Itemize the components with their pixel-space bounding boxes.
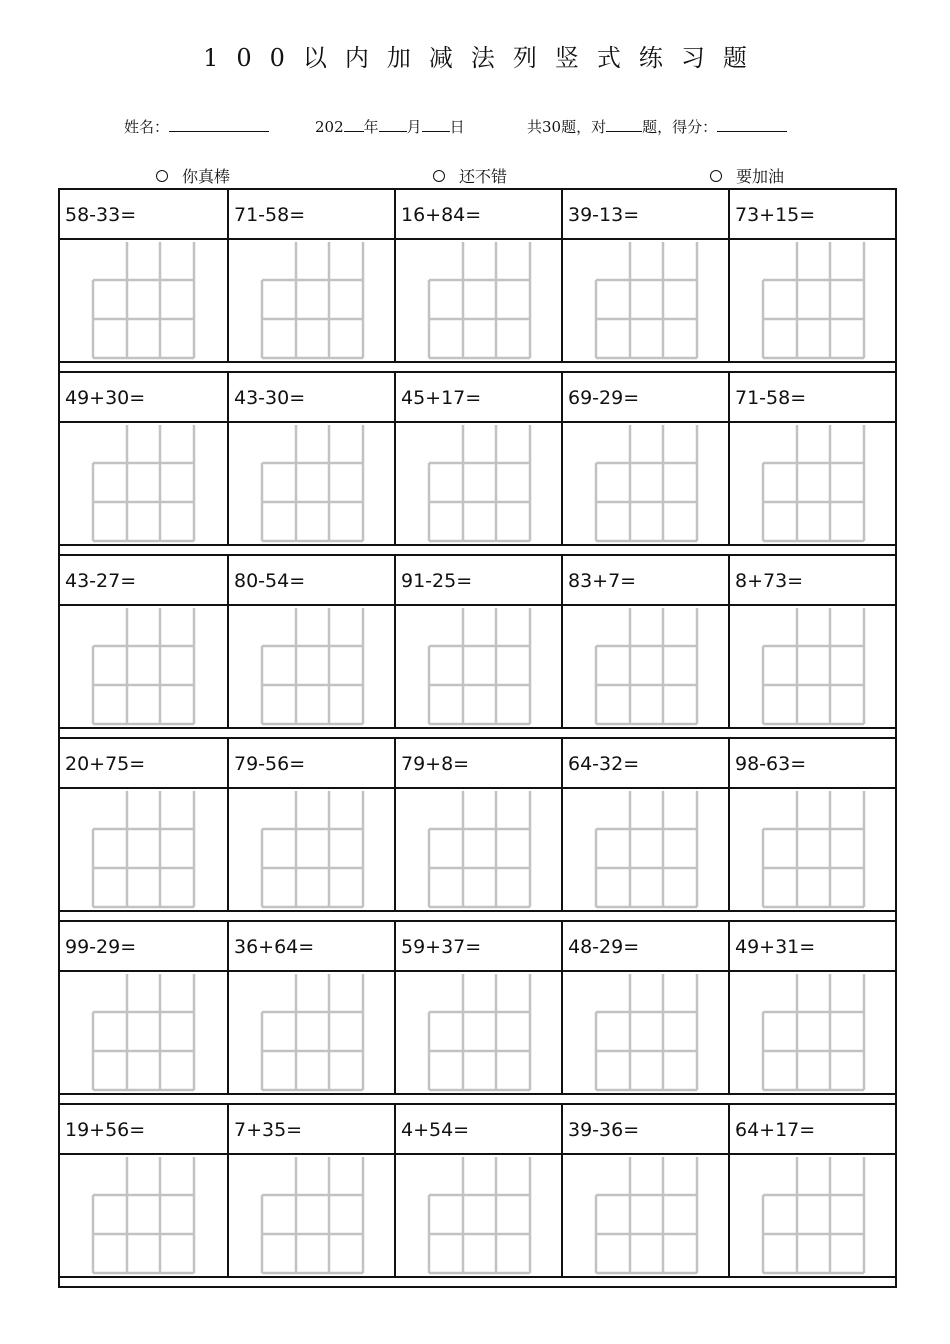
problem-expression: 69-29= (563, 373, 728, 423)
problem-expression: 79-56= (229, 739, 394, 789)
vertical-calc-area[interactable] (396, 972, 561, 1093)
calc-grid-lines (730, 972, 895, 1093)
vertical-calc-area[interactable] (229, 789, 394, 910)
calc-grid-lines (396, 789, 561, 910)
score-blank[interactable] (717, 117, 787, 132)
rating-option[interactable] (710, 164, 784, 187)
name-label: 姓名： (124, 118, 170, 136)
vertical-calc-area[interactable] (563, 1155, 728, 1276)
vertical-calc-area[interactable] (60, 606, 227, 727)
problem-cell (60, 556, 227, 727)
circle-icon[interactable] (156, 170, 168, 182)
problem-expression: 45+17= (396, 373, 561, 423)
vertical-calc-area[interactable] (60, 240, 227, 361)
problem-expression: 20+75= (60, 739, 227, 789)
page-title: 100以内加减法列竖式练习题 (203, 44, 765, 72)
problem-grid (58, 188, 897, 1288)
calc-grid-lines (229, 240, 394, 361)
row-separator (60, 544, 895, 556)
problem-cell (60, 739, 227, 910)
problem-cell (394, 1105, 561, 1276)
circle-icon[interactable] (433, 170, 445, 182)
problem-cell (227, 373, 394, 544)
row-separator (60, 910, 895, 922)
problem-cell (227, 190, 394, 361)
vertical-calc-area[interactable] (396, 1155, 561, 1276)
problem-cell (728, 373, 895, 544)
problem-cell (561, 190, 728, 361)
problem-cell (227, 556, 394, 727)
year-prefix: 202 (315, 118, 344, 136)
problem-cell (728, 739, 895, 910)
day-blank[interactable] (422, 117, 450, 132)
calc-grid-lines (730, 606, 895, 727)
problem-expression: 39-36= (563, 1105, 728, 1155)
calc-grid-lines (563, 972, 728, 1093)
vertical-calc-area[interactable] (229, 240, 394, 361)
row-separator (60, 1093, 895, 1105)
calc-grid-lines (563, 1155, 728, 1276)
problem-expression: 16+84= (396, 190, 561, 240)
vertical-calc-area[interactable] (396, 423, 561, 544)
problem-cell (227, 739, 394, 910)
problem-row (60, 373, 895, 556)
problem-cell (561, 556, 728, 727)
problem-expression: 83+7= (563, 556, 728, 606)
problem-cell (561, 739, 728, 910)
calc-grid-lines (60, 972, 225, 1093)
problem-row (60, 1105, 895, 1288)
correct-blank[interactable] (606, 117, 642, 132)
date-field[interactable] (315, 116, 465, 137)
problem-cell (394, 922, 561, 1093)
calc-grid-lines (563, 423, 728, 544)
vertical-calc-area[interactable] (730, 972, 895, 1093)
problem-cell (728, 190, 895, 361)
calc-grid-lines (396, 240, 561, 361)
calc-grid-lines (229, 1155, 394, 1276)
problem-cell (728, 1105, 895, 1276)
problem-expression: 64-32= (563, 739, 728, 789)
problem-expression: 4+54= (396, 1105, 561, 1155)
calc-grid-lines (563, 240, 728, 361)
month-label: 月 (406, 118, 422, 136)
problem-expression: 71-58= (229, 190, 394, 240)
problem-expression: 36+64= (229, 922, 394, 972)
vertical-calc-area[interactable] (60, 789, 227, 910)
problem-expression: 43-27= (60, 556, 227, 606)
problem-cell (728, 922, 895, 1093)
calc-grid-lines (396, 1155, 561, 1276)
problem-cell (561, 373, 728, 544)
calc-grid-lines (730, 1155, 895, 1276)
problem-row (60, 739, 895, 922)
problem-expression: 91-25= (396, 556, 561, 606)
problem-cell (227, 922, 394, 1093)
day-label: 日 (449, 118, 465, 136)
calc-grid-lines (60, 423, 225, 544)
vertical-calc-area[interactable] (396, 240, 561, 361)
problem-expression: 49+31= (730, 922, 895, 972)
problem-expression: 49+30= (60, 373, 227, 423)
month-blank[interactable] (379, 117, 407, 132)
correct-suffix: 题，得分： (642, 118, 718, 136)
vertical-calc-area[interactable] (563, 423, 728, 544)
row-separator (60, 1276, 895, 1288)
rating-label: 你真棒 (182, 167, 231, 186)
row-separator (60, 361, 895, 373)
score-field[interactable] (527, 116, 787, 137)
rating-label: 还不错 (459, 167, 508, 186)
problem-cell (394, 556, 561, 727)
problem-expression: 58-33= (60, 190, 227, 240)
row-separator (60, 727, 895, 739)
vertical-calc-area[interactable] (396, 606, 561, 727)
vertical-calc-area[interactable] (730, 240, 895, 361)
circle-icon[interactable] (710, 170, 722, 182)
problem-expression: 71-58= (730, 373, 895, 423)
problem-expression: 64+17= (730, 1105, 895, 1155)
problem-expression: 80-54= (229, 556, 394, 606)
vertical-calc-area[interactable] (60, 1155, 227, 1276)
problem-expression: 79+8= (396, 739, 561, 789)
problem-cell (394, 373, 561, 544)
vertical-calc-area[interactable] (730, 423, 895, 544)
vertical-calc-area[interactable] (229, 972, 394, 1093)
problem-expression: 8+73= (730, 556, 895, 606)
calc-grid-lines (229, 972, 394, 1093)
problem-cell (60, 373, 227, 544)
calc-grid-lines (396, 423, 561, 544)
vertical-calc-area[interactable] (229, 606, 394, 727)
vertical-calc-area[interactable] (229, 423, 394, 544)
vertical-calc-area[interactable] (396, 789, 561, 910)
year-blank[interactable] (344, 117, 364, 132)
calc-grid-lines (730, 423, 895, 544)
vertical-calc-area[interactable] (730, 606, 895, 727)
name-field[interactable] (124, 116, 269, 137)
name-blank[interactable] (169, 117, 269, 132)
problem-expression: 73+15= (730, 190, 895, 240)
problem-expression: 99-29= (60, 922, 227, 972)
calc-grid-lines (229, 789, 394, 910)
rating-label: 要加油 (736, 167, 785, 186)
vertical-calc-area[interactable] (730, 1155, 895, 1276)
vertical-calc-area[interactable] (60, 972, 227, 1093)
calc-grid-lines (229, 606, 394, 727)
problem-cell (394, 190, 561, 361)
rating-option[interactable] (156, 164, 230, 187)
problem-cell (561, 922, 728, 1093)
calc-grid-lines (229, 423, 394, 544)
calc-grid-lines (60, 1155, 225, 1276)
problem-expression: 19+56= (60, 1105, 227, 1155)
problem-row (60, 190, 895, 373)
problem-cell (227, 1105, 394, 1276)
vertical-calc-area[interactable] (563, 606, 728, 727)
year-label: 年 (363, 118, 379, 136)
problem-cell (728, 556, 895, 727)
calc-grid-lines (60, 789, 225, 910)
calc-grid-lines (396, 972, 561, 1093)
problem-cell (60, 1105, 227, 1276)
problem-expression: 43-30= (229, 373, 394, 423)
problem-expression: 7+35= (229, 1105, 394, 1155)
problem-cell (394, 739, 561, 910)
calc-grid-lines (60, 240, 225, 361)
problem-cell (60, 190, 227, 361)
problem-row (60, 556, 895, 739)
vertical-calc-area[interactable] (730, 789, 895, 910)
problem-expression: 98-63= (730, 739, 895, 789)
vertical-calc-area[interactable] (563, 240, 728, 361)
total-label: 共30题，对 (527, 118, 607, 136)
problem-expression: 48-29= (563, 922, 728, 972)
problem-expression: 59+37= (396, 922, 561, 972)
problem-expression: 39-13= (563, 190, 728, 240)
vertical-calc-area[interactable] (60, 423, 227, 544)
calc-grid-lines (730, 240, 895, 361)
rating-option[interactable] (433, 164, 507, 187)
vertical-calc-area[interactable] (229, 1155, 394, 1276)
calc-grid-lines (563, 789, 728, 910)
calc-grid-lines (396, 606, 561, 727)
problem-cell (60, 922, 227, 1093)
problem-row (60, 922, 895, 1105)
calc-grid-lines (563, 606, 728, 727)
calc-grid-lines (730, 789, 895, 910)
problem-cell (561, 1105, 728, 1276)
vertical-calc-area[interactable] (563, 789, 728, 910)
vertical-calc-area[interactable] (563, 972, 728, 1093)
calc-grid-lines (60, 606, 225, 727)
